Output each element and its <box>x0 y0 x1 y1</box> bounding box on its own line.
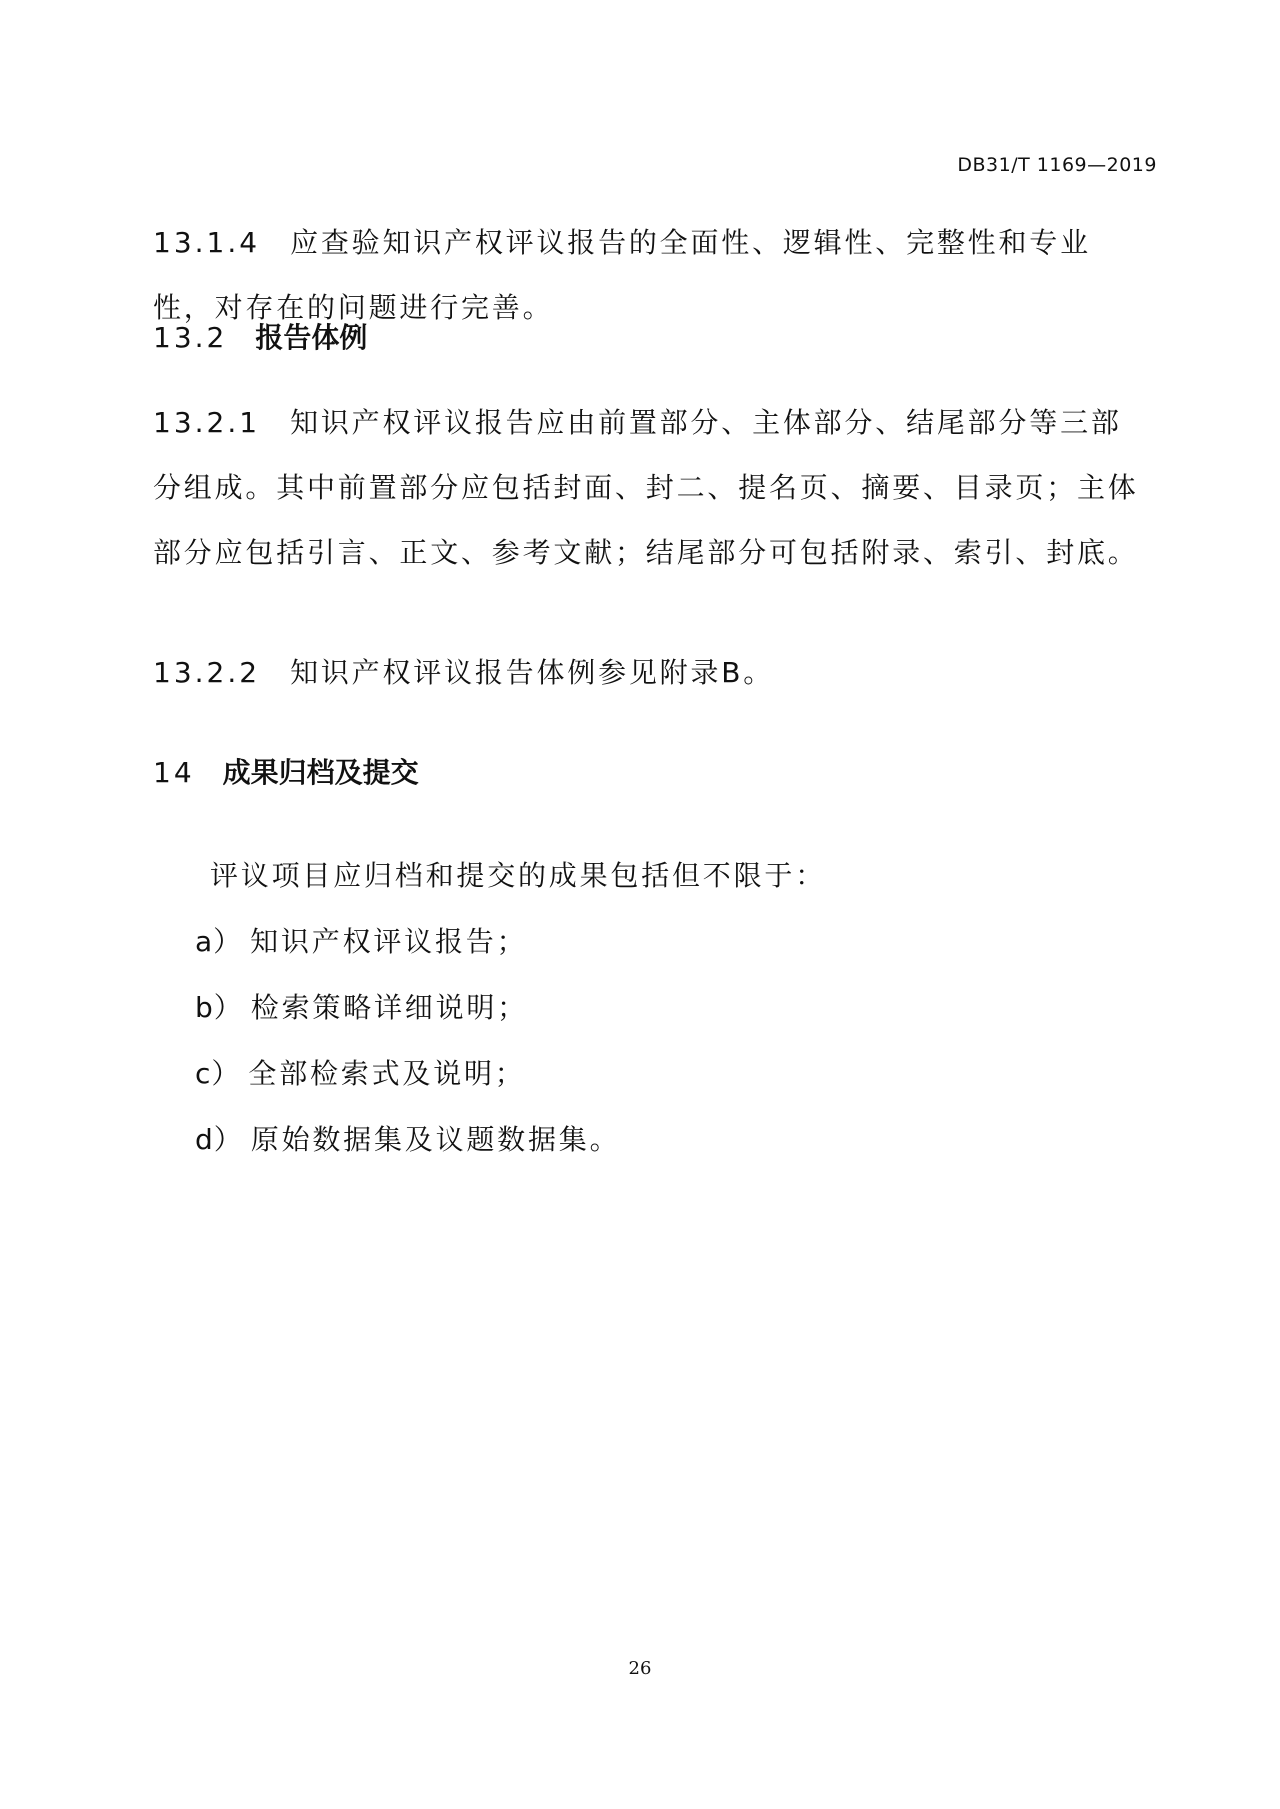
list-text: 检索策略详细说明； <box>250 991 528 1024</box>
list-marker: d） <box>195 1123 243 1156</box>
section-14-heading <box>153 753 419 793</box>
list-marker: b） <box>195 991 243 1024</box>
clause-number: 13.2.1 <box>153 406 261 439</box>
clause-text: 知识产权评议报告应由前置部分、主体部分、结尾部分等三部分组成。其中前置部分应包括封面、封二、提名页、摘要、目录页；主体部分应包括引言、正文、参考文献；结尾部分可包括附录、索引、封底。 <box>153 406 1139 569</box>
list-marker: a） <box>195 925 243 958</box>
page-number: 26 <box>628 1658 652 1679</box>
clause-13-2-1 <box>153 390 1143 585</box>
list-item-b <box>195 988 528 1028</box>
list-marker: c） <box>195 1057 241 1090</box>
section-number: 14 <box>153 756 195 789</box>
section-title: 成果归档及提交 <box>222 756 419 789</box>
list-text: 知识产权评议报告； <box>250 925 528 958</box>
clause-number: 13.1.4 <box>153 226 261 259</box>
list-item-d <box>195 1120 620 1160</box>
intro-paragraph: 评议项目应归档和提交的成果包括但不限于： <box>210 859 827 892</box>
section-13-2-heading <box>153 318 367 358</box>
clause-text: 知识产权评议报告体例参见附录B。 <box>290 656 775 689</box>
list-text: 原始数据集及议题数据集。 <box>250 1123 621 1156</box>
clause-text: 应查验知识产权评议报告的全面性、逻辑性、完整性和专业性，对存在的问题进行完善。 <box>153 226 1091 324</box>
section-number: 13.2 <box>153 321 228 354</box>
list-text: 全部检索式及说明； <box>248 1057 526 1090</box>
list-item-c <box>195 1054 526 1094</box>
clause-number: 13.2.2 <box>153 656 261 689</box>
document-id: DB31/T 1169—2019 <box>957 154 1157 176</box>
list-item-a <box>195 922 527 962</box>
section-title: 报告体例 <box>255 321 368 354</box>
clause-13-2-2 <box>153 640 1143 705</box>
